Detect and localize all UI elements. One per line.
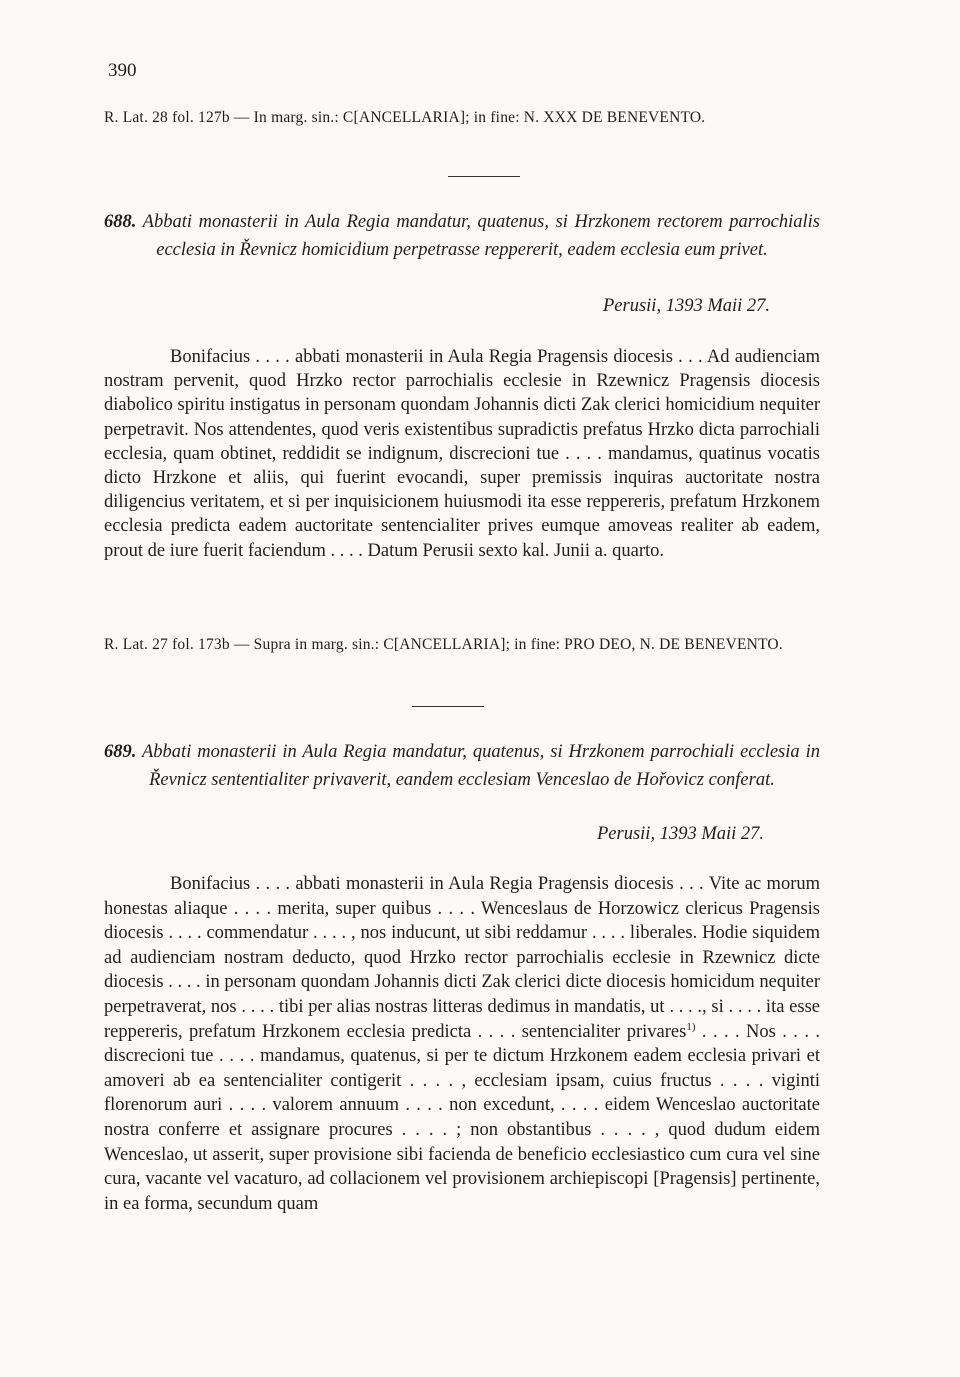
doc-689-dateline: Perusii, 1393 Maii 27. [597, 824, 765, 844]
separator-rule [412, 706, 484, 707]
doc-688-archival-note: R. Lat. 27 fol. 173b — Supra in marg. sin.: C[ANCELLARIA]; in fine: PRO DEO, N. DE BENEVENTO. [104, 636, 783, 653]
doc-688-heading-text: Abbati monasterii in Aula Regia mandatur, quatenus, si Hrzkonem rectorem parrochialis ecclesia in Řevnicz homicidium perpetrasse reppererit, eadem ecclesia eum privet. [142, 212, 821, 260]
separator-rule [448, 176, 520, 177]
doc-689-heading-text: Abbati monasterii in Aula Regia mandatur, quatenus, si Hrzkonem parrochiali ecclesia in Řevnicz sententialiter privaverit, eandem ecclesiam Venceslao de Hořovicz conferat. [142, 742, 820, 790]
doc-688-number: 688. [104, 212, 137, 232]
footnote-reference: 1) [686, 1020, 696, 1033]
doc-688-dateline: Perusii, 1393 Maii 27. [603, 296, 771, 316]
doc-689-body-continuation: . . . . Nos . . . . discrecioni tue . . . . mandamus, quatenus, si per te dictum Hrzkonem eadem ecclesia privari et amoveri ab ea sentencialiter contigerit . . . . , ecclesiam ipsam, cuius fructus . . . . viginti florenorum auri . . . . valorem annuum . . . . non excedunt, . . . . eidem Wenceslao auctoritate nostra conferre et assignare procures . . . . ; non obstantibus . . . . , quod dudum eidem Wenceslao, ut asserit, super provisione sibi facienda de beneficio ecclesiastico cum cura vel sine cura, vacante vel vacaturo, ad collacionem vel provisionem archiepiscopi [Pragensis] pertinente, in ea forma, secundum quam [104, 1021, 821, 1214]
doc-688-body: Bonifacius . . . . abbati monasterii in Aula Regia Pragensis diocesis . . . Ad audienciam nostram pervenit, quod Hrzko rector parrochialis ecclesie in Rzewnicz Pragensis diocesis diabolico spiritu instigatus in personam quondam Johannis dicti Zak clerici homicidium nequiter perpetravit. Nos attendentes, quod veris existentibus supradictis prefatus Hrzko dicta parrochiali ecclesia, quam obtinet, reddidit se indignum, discrecioni tue . . . . mandamus, quatinus vocatis dicto Hrzkone et aliis, qui fuerint evocandi, super premissis inquiras auctoritate nostra diligencius veritatem, et si per inquisicionem huiusmodi ita esse reppereris, prefatum Hrzkonem ecclesia predicta eadem auctoritate sentencialiter prives eumque amoveas realiter ab eadem, prout de iure fuerit faciendum . . . . Datum Perusii sexto kal. Junii a. quarto. [104, 347, 820, 561]
doc-689-body-text: Bonifacius . . . . abbati monasterii in Aula Regia Pragensis diocesis . . . Vite ac morum honestas aliaque . . . . merita, super quibus . . . . Wenceslaus de Horzowicz clericus Pragensis diocesis . . . . commendatur . . . . , nos inducunt, ut sibi reddamur . . . . liberales. Hodie siquidem ad audienciam nostram deducto, quod Hrzko rector parrochialis ecclesie in Rzewnicz dicte diocesis . . . . in personam quondam Johannis dicti Zak clerici dicte diocesis homicidum nequiter perpetraverat, nos . . . . tibi per alias nostras litteras dedimus in mandatis, ut . . . ., si . . . . ita esse reppereris, prefatum Hrzkonem ecclesia predicta . . . . sentencialiter privares [104, 874, 820, 1042]
archival-note-top: R. Lat. 28 fol. 127b — In marg. sin.: C[ANCELLARIA]; in fine: N. XXX DE BENEVENTO. [104, 109, 706, 126]
doc-689-body [104, 872, 820, 1216]
doc-688-heading [104, 208, 820, 264]
doc-689-number: 689. [104, 742, 137, 762]
page-number: 390 [108, 60, 137, 81]
doc-689-heading [104, 738, 820, 794]
